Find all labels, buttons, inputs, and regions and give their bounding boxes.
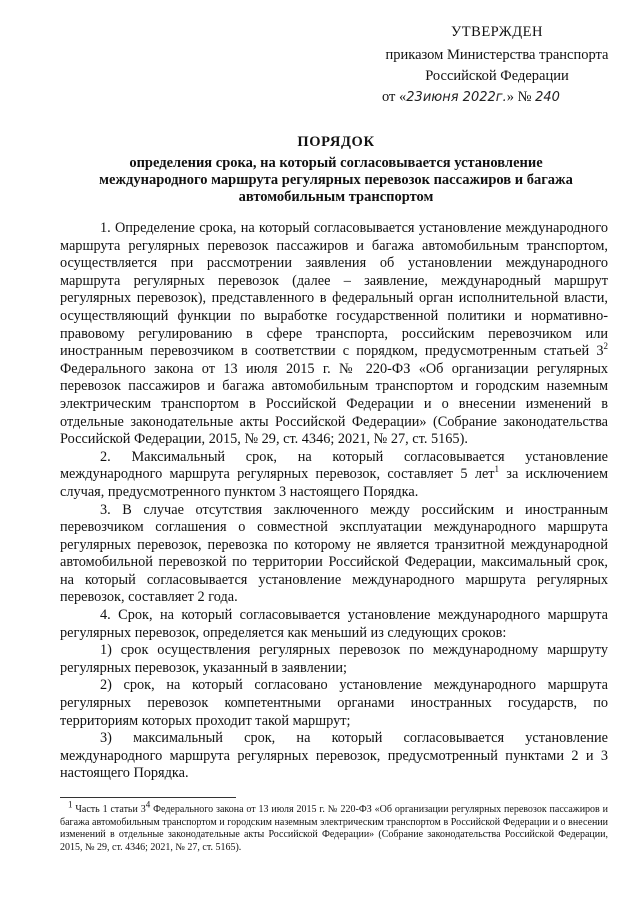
paragraph-2 [60, 449, 608, 502]
superscript-2: 2 [603, 341, 608, 352]
title-word: ПОРЯДОК [297, 134, 375, 150]
number-prefix: » № [506, 89, 536, 105]
footnote-1 [60, 799, 608, 854]
paragraph-1-text-a: 1. Определение срока, на который согласовывается установление международного маршрута регулярных перевозок пассажиров и багажа автомобильным транспортом, осуществляется при рассмотрении заявления об установлении международного маршрута регулярных перевозок (далее – заявление, международный маршрут регулярных перевозок), представленного в федеральный орган исполнительной власти, осуществляющий функции по выработке государственной политики и нормативно-правовому регулированию в сфере транспорта, российским перевозчиком или иностранным перевозчиком в соответствии с порядком, предусмотренным статьей 3 [60, 220, 608, 360]
footnote-ref-1: 1 [494, 464, 500, 475]
approval-date-line [372, 87, 622, 108]
date-prefix: от « [382, 89, 407, 105]
footnote-text-a: Часть 1 статьи 3 [72, 804, 146, 815]
footnote-text-b: Федерального закона от 13 июля 2015 г. № 220-ФЗ «Об организации регулярных перевозок пассажиров и багажа автомобильным транспортом и городским наземным электрическим транспортом в Российской Федерации и о внесении изменений в отдельные законодательные акты Российской Федерации» (Собрание законодательства Российской Федерации, 2015, № 29, ст. 4346; 2021, № 27, ст. 5165). [60, 804, 608, 853]
approval-line-ministry: приказом Министерства транспорта [385, 47, 609, 63]
footnote-superscript-4: 4 [145, 799, 151, 810]
handwritten-order-number: 240 [535, 90, 560, 105]
footnote [60, 799, 608, 854]
paragraph-4-item-2: 2) срок, на который согласовано установление международного маршрута регулярных перевозок компетентными органами иностранных государств, по территориям которых проходит такой маршрут; [60, 677, 608, 729]
handwritten-month-year: июня 2022г. [422, 90, 507, 105]
document-title [60, 134, 612, 206]
paragraph-1-text-b: Федерального закона от 13 июля 2015 г. № 220-ФЗ «Об организации регулярных перевозок пассажиров и багажа автомобильным транспортом и городским наземным электрическим транспортом в Российской Федерации и о внесении изменений в отдельные законодательные акты Российской Федерации» (Собрание законодательства Российской Федерации, 2015, № 29, ст. 4346; 2021, № 27, ст. 5165). [60, 360, 608, 448]
paragraph-1 [60, 220, 608, 449]
approval-heading: УТВЕРЖДЕН [451, 24, 543, 40]
approval-line-federation: Российской Федерации [425, 68, 569, 84]
title-line-1: определения срока, на который согласовывается установление [129, 155, 543, 171]
paragraph-3: 3. В случае отсутствия заключенного между российским и иностранным перевозчиком соглашения о совместной эксплуатации международного маршрута регулярных перевозок, перевозка по которому не является транзитной международной автомобильной перевозкой по территории Российской Федерации, максимальный срок, на который согласовывается установление международного маршрута регулярных перевозок, составляет 2 года. [60, 501, 608, 606]
title-line-3: автомобильным транспортом [238, 189, 434, 205]
document-body [60, 220, 608, 783]
paragraph-4-item-3: 3) максимальный срок, на который согласовывается установление международного маршрута регулярных перевозок, предусмотренный пунктами 2 и 3 настоящего Порядка. [60, 730, 608, 782]
footnote-divider [60, 797, 236, 798]
paragraph-4: 4. Срок, на который согласовывается установление международного маршрута регулярных перевозок, определяется как меньший из следующих сроков: [60, 607, 608, 641]
footnote-marker: 1 [68, 799, 73, 810]
approval-stamp [372, 22, 622, 108]
paragraph-2-text-a: 2. Максимальный срок, на который согласовывается установление международного маршрута регулярных перевозок, составляет 5 лет [60, 448, 608, 483]
paragraph-2-text-b: за исключением случая, предусмотренного пунктом 3 настоящего Порядка. [60, 466, 608, 500]
title-line-2: международного маршрута регулярных перевозок пассажиров и багажа [99, 172, 573, 188]
paragraph-4-item-1: 1) срок осуществления регулярных перевозок по международному маршруту регулярных перевозок, указанный в заявлении; [60, 642, 608, 676]
handwritten-day: 23 [406, 90, 423, 105]
